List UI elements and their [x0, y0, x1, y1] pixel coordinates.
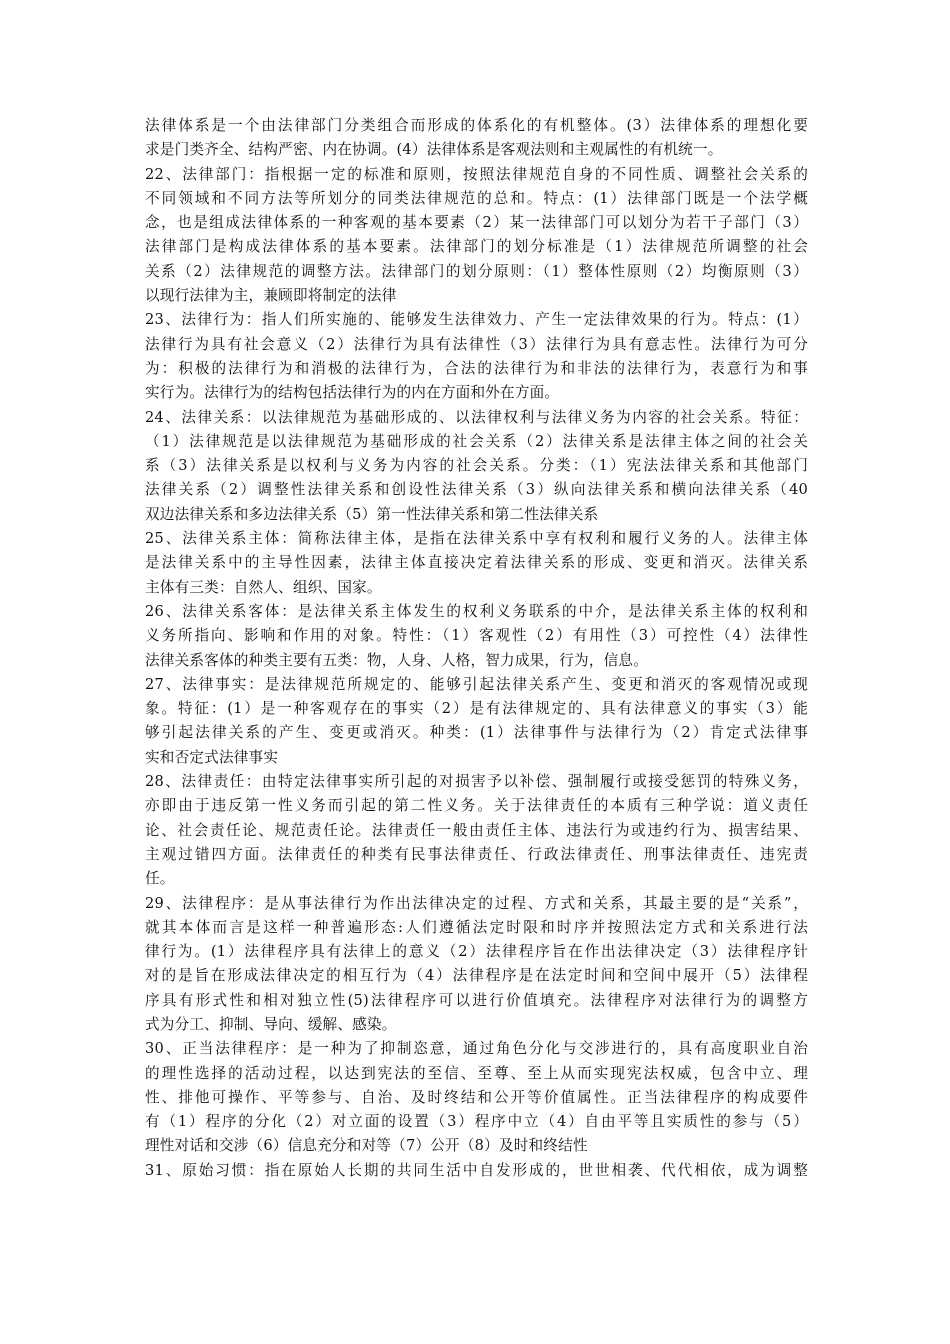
text-line: 30、正当法律程序：是一种为了抑制恣意，通过角色分化与交涉进行的，具有高度职业自治	[145, 1040, 808, 1058]
text-line: 对的是旨在形成法律决定的相互行为（4）法律程序是在法定时间和空间中展开（5）法律程	[145, 967, 808, 985]
text-line: 31、原始习惯：指在原始人长期的共同生活中自发形成的，世世相袭、代代相依，成为调整	[145, 1161, 808, 1179]
text-line: 29、法律程序：是从事法律行为作出法律决定的过程、方式和关系，其最主要的是“关系”，	[145, 894, 808, 912]
text-line: 26、法律关系客体：是法律关系主体发生的权利义务联系的中介，是法律关系主体的权利和	[145, 602, 808, 620]
text-line: 法律体系是一个由法律部门分类组合而形成的体系化的有机整体。(3）法律体系的理想化要	[145, 117, 808, 134]
text-line: 法律关系客体的种类主要有五类：物，人身、人格，智力成果，行为，信息。	[145, 651, 648, 669]
text-line: 23、法律行为：指人们所实施的、能够发生法律效力、产生一定法律效果的行为。特点：(1）	[145, 311, 808, 329]
text-line: 不同领域和不同方法等所划分的同类法律规范的总和。特点：(1）法律部门既是一个法学概	[145, 189, 808, 207]
text-line: 25、法律关系主体：简称法律主体，是指在法律关系中享有权利和履行义务的人。法律主体	[145, 530, 808, 548]
text-line: 系（3）法律关系是以权利与义务为内容的社会关系。分类：（1）宪法法律关系和其他部门	[145, 457, 808, 475]
text-line: 就其本体而言是这样一种普遍形态:人们遵循法定时限和时序并按照法定方式和关系进行法	[145, 918, 808, 936]
text-line: 实和否定式法律事实	[145, 748, 279, 766]
text-line: 28、法律责任：由特定法律事实所引起的对损害予以补偿、强制履行或接受惩罚的特殊义务，	[145, 773, 808, 791]
text-line: 念，也是组成法律体系的一种客观的基本要素（2）某一法律部门可以划分为若干子部门（3）	[145, 214, 808, 232]
text-line: （1）法律规范是以法律规范为基础形成的社会关系（2）法律关系是法律主体之间的社会关	[145, 432, 808, 450]
text-line: 任。	[145, 870, 175, 888]
text-line: 求是门类齐全、结构严密、内在协调。(4）法律体系是客观法则和主观属性的有机统一。	[145, 141, 723, 159]
text-line: 主体有三类：自然人、组织、国家。	[145, 578, 382, 596]
text-line: 序具有形式性和相对独立性(5)法律程序可以进行价值填充。法律程序对法律行为的调整方	[145, 991, 808, 1009]
text-line: 有（1）程序的分化（2）对立面的设置（3）程序中立（4）自由平等且实质性的参与（5）	[145, 1113, 808, 1131]
text-line: 义务所指向、影响和作用的对象。特性：（1）客观性（2）有用性（3）可控性（4）法律性	[145, 627, 808, 645]
text-line: 是法律关系中的主导性因素，法律主体直接决定着法律关系的形成、变更和消灭。法律关系	[145, 554, 808, 572]
text-line: 性、排他可操作、平等参与、自治、及时终结和公开等价值属性。正当法律程序的构成要件	[145, 1088, 808, 1106]
text-line: 关系（2）法律规范的调整方法。法律部门的划分原则：（1）整体性原则（2）均衡原则（3）	[145, 262, 808, 280]
document-page	[145, 114, 808, 1183]
text-line: 27、法律事实：是法律规范所规定的、能够引起法律关系产生、变更和消灭的客观情况或现	[145, 675, 808, 693]
text-line: 法律关系（2）调整性法律关系和创设性法律关系（3）纵向法律关系和横向法律关系（40	[145, 481, 808, 499]
text-line: 24、法律关系：以法律规范为基础形成的、以法律权利与法律义务为内容的社会关系。特征：	[145, 408, 808, 426]
text-line: 主观过错四方面。法律责任的种类有民事法律责任、行政法律责任、刑事法律责任、违宪责	[145, 845, 808, 863]
text-line: 以现行法律为主，兼顾即将制定的法律	[145, 287, 397, 305]
text-line: 够引起法律关系的产生、变更或消灭。种类：(1）法律事件与法律行为（2）肯定式法律事	[145, 724, 808, 742]
text-line: 理性对话和交涉（6）信息充分和对等（7）公开（8）及时和终结性	[145, 1137, 588, 1155]
text-line: 实行为。法律行为的结构包括法律行为的内在方面和外在方面。	[145, 384, 560, 402]
text-line: 象。特征：(1）是一种客观存在的事实（2）是有法律规定的、具有法律意义的事实（3）能	[145, 700, 808, 718]
text-line: 22、法律部门：指根据一定的标准和原则，按照法律规范自身的不同性质、调整社会关系的	[145, 165, 808, 183]
text-line: 的理性选择的活动过程，以达到宪法的至信、至尊、至上从而实现宪法权威，包含中立、理	[145, 1064, 808, 1082]
text-line: 双边法律关系和多边法律关系（5）第一性法律关系和第二性法律关系	[145, 505, 599, 523]
text-line: 式为分工、抑制、导向、缓解、感染。	[145, 1015, 397, 1033]
text-line: 为：积极的法律行为和消极的法律行为，合法的法律行为和非法的法律行为，表意行为和事	[145, 359, 808, 377]
text-line: 律行为。(1）法律程序具有法律上的意义（2）法律程序旨在作出法律决定（3）法律程序针	[145, 943, 808, 961]
text-line: 论、社会责任论、规范责任论。法律责任一般由责任主体、违法行为或违约行为、损害结果、	[145, 821, 808, 839]
text-line: 法律部门是构成法律体系的基本要素。法律部门的划分标准是（1）法律规范所调整的社会	[145, 238, 808, 256]
text-line: 法律行为具有社会意义（2）法律行为具有法律性（3）法律行为具有意志性。法律行为可分	[145, 335, 808, 353]
text-line: 亦即由于违反第一性义务而引起的第二性义务。关于法律责任的本质有三种学说：道义责任	[145, 797, 808, 815]
